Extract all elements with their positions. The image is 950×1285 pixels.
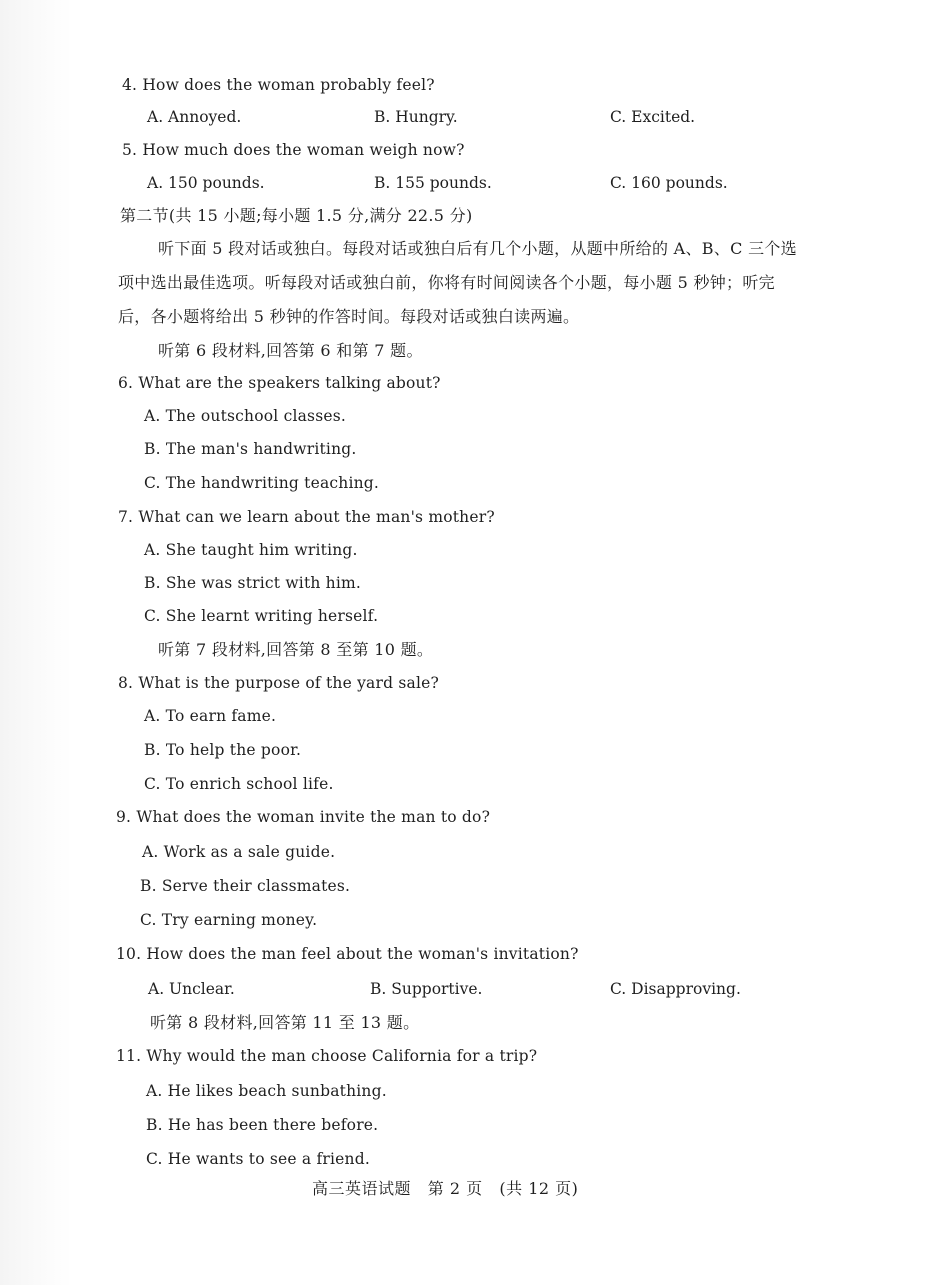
option-b: B. She was strict with him. <box>144 574 362 592</box>
option-a: A. 150 pounds. <box>147 174 265 192</box>
option-c: C. He wants to see a friend. <box>146 1150 370 1168</box>
option-b: B. The man's handwriting. <box>144 440 357 458</box>
option-b: B. Hungry. <box>374 108 458 126</box>
question-5-options <box>0 172 950 194</box>
option-c: C. Excited. <box>610 108 696 126</box>
option-c: C. Try earning money. <box>140 911 318 929</box>
material-7-heading: 听第 7 段材料,回答第 8 至第 10 题。 <box>158 640 434 659</box>
option-a: A. Unclear. <box>148 980 235 998</box>
option-a: A. Work as a sale guide. <box>142 843 336 861</box>
question-7: 7. What can we learn about the man's mother? <box>118 508 495 526</box>
question-10-options <box>0 978 950 1000</box>
question-4: 4. How does the woman probably feel? <box>122 76 435 94</box>
question-5: 5. How much does the woman weigh now? <box>122 141 465 159</box>
question-11: 11. Why would the man choose California for a trip? <box>116 1047 538 1065</box>
section-instructions-line-3: 后，各小题将给出 5 秒钟的作答时间。每段对话或独白读两遍。 <box>118 307 580 326</box>
material-8-heading: 听第 8 段材料,回答第 11 至 13 题。 <box>150 1013 420 1032</box>
option-b: B. Supportive. <box>370 980 483 998</box>
option-c: C. Disapproving. <box>610 980 741 998</box>
option-a: A. She taught him writing. <box>144 541 358 559</box>
option-a: A. The outschool classes. <box>144 407 347 425</box>
question-10: 10. How does the man feel about the woman's invitation? <box>116 945 579 963</box>
section-instructions-line-2: 项中选出最佳选项。听每段对话或独白前，你将有时间阅读各个小题，每小题 5 秒钟；听完 <box>118 273 775 292</box>
option-c: C. To enrich school life. <box>144 775 334 793</box>
option-b: B. He has been there before. <box>146 1116 379 1134</box>
option-a: A. He likes beach sunbathing. <box>146 1082 387 1100</box>
question-6: 6. What are the speakers talking about? <box>118 374 441 392</box>
question-8: 8. What is the purpose of the yard sale? <box>118 674 439 692</box>
option-a: A. Annoyed. <box>147 108 242 126</box>
page-footer: 高三英语试题 第 2 页 (共 12 页) <box>312 1179 579 1198</box>
option-a: A. To earn fame. <box>144 707 277 725</box>
section-instructions-line-1: 听下面 5 段对话或独白。每段对话或独白后有几个小题，从题中所给的 A、B、C 三个选 <box>158 239 797 258</box>
option-b: B. Serve their classmates. <box>140 877 351 895</box>
option-b: B. To help the poor. <box>144 741 302 759</box>
option-c: C. 160 pounds. <box>610 174 728 192</box>
material-6-heading: 听第 6 段材料,回答第 6 和第 7 题。 <box>158 341 423 360</box>
option-c: C. The handwriting teaching. <box>144 474 380 492</box>
option-b: B. 155 pounds. <box>374 174 492 192</box>
question-4-options <box>0 106 950 128</box>
question-9: 9. What does the woman invite the man to do? <box>116 808 491 826</box>
section-title: 第二节(共 15 小题;每小题 1.5 分,满分 22.5 分) <box>120 206 473 225</box>
option-c: C. She learnt writing herself. <box>144 607 379 625</box>
